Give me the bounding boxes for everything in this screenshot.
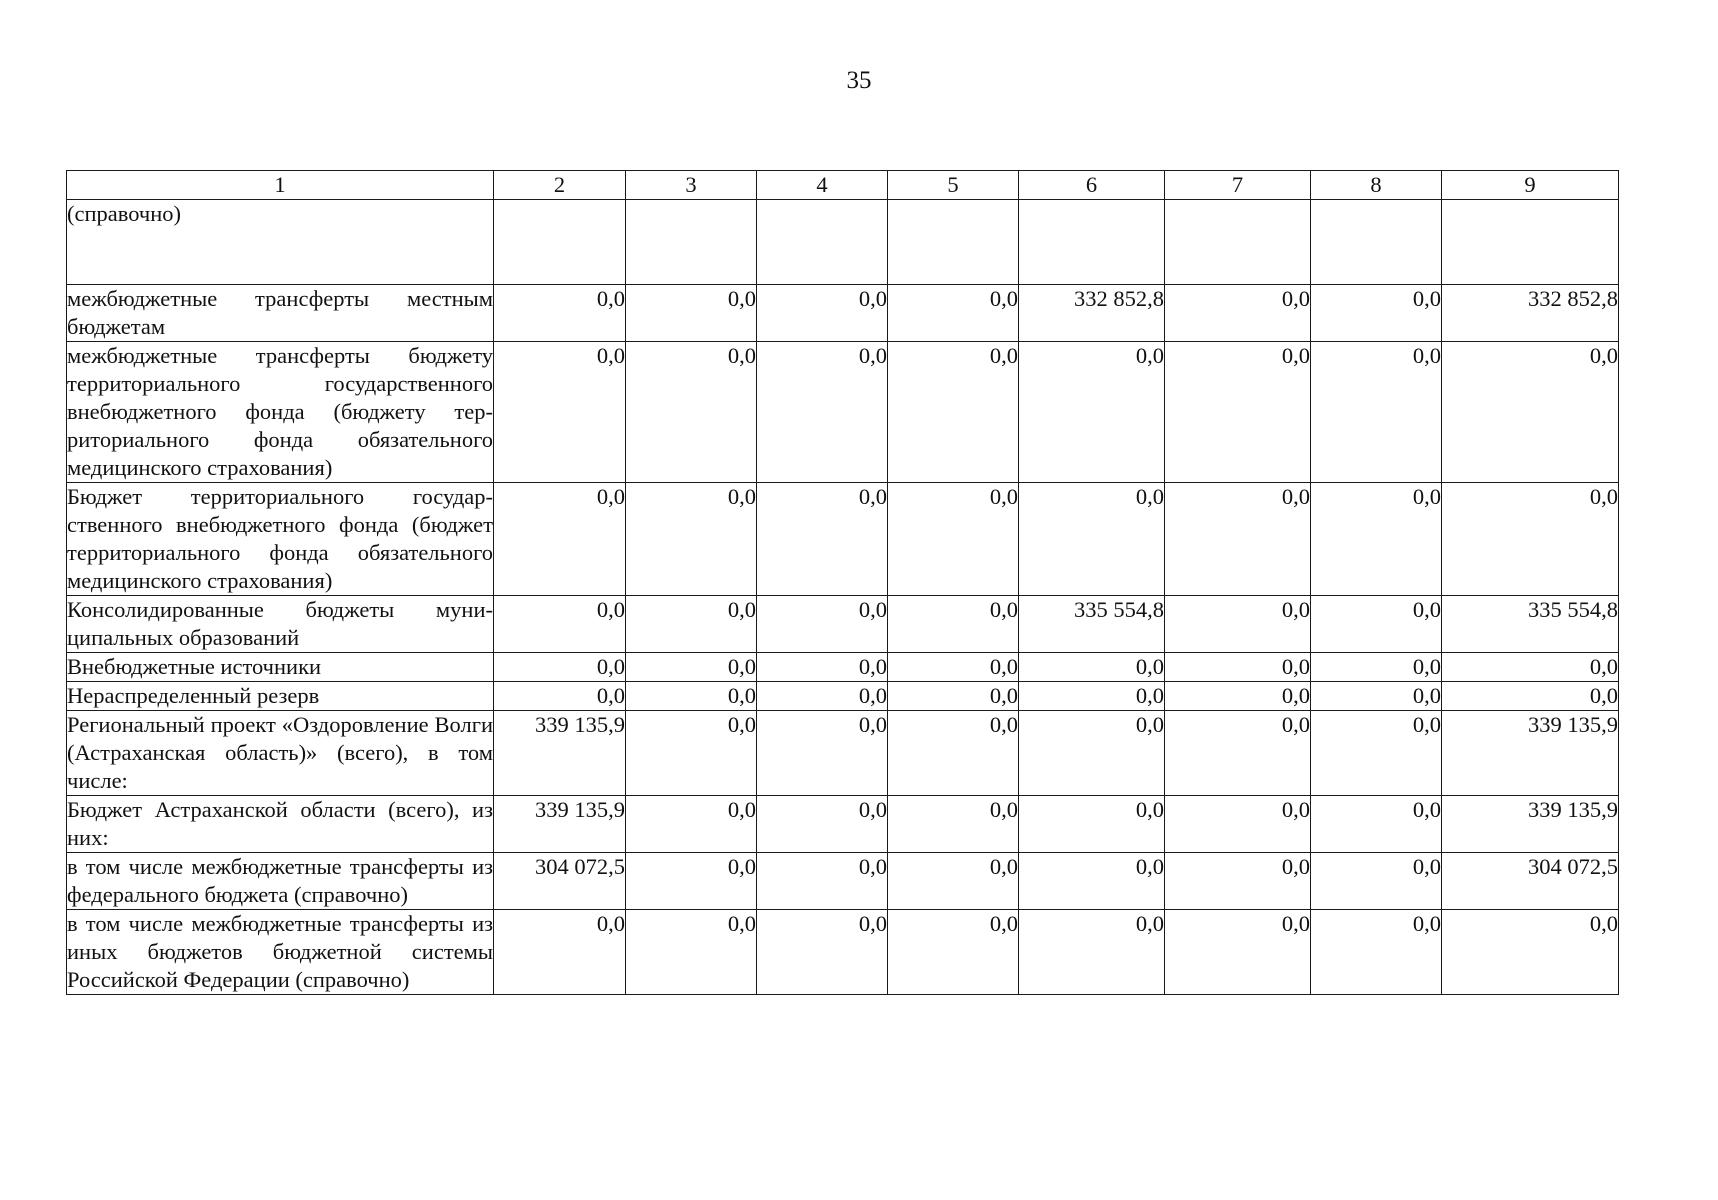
table-cell: 0,0 <box>626 653 757 682</box>
table-cell: 0,0 <box>1311 796 1442 853</box>
table-cell: 332 852,8 <box>1019 285 1165 342</box>
column-header: 4 <box>757 171 888 200</box>
table-cell: 0,0 <box>1311 682 1442 711</box>
table-cell: 0,0 <box>1019 853 1165 910</box>
column-header: 3 <box>626 171 757 200</box>
table-cell <box>494 200 626 285</box>
table-cell <box>757 200 888 285</box>
table-row <box>67 342 1619 483</box>
table-cell: 0,0 <box>1311 285 1442 342</box>
table-cell: 0,0 <box>1311 853 1442 910</box>
table-cell: 0,0 <box>1019 711 1165 796</box>
table-cell: 0,0 <box>626 596 757 653</box>
table-cell: 0,0 <box>888 910 1019 995</box>
column-header: 1 <box>67 171 494 200</box>
table-cell: 0,0 <box>626 682 757 711</box>
table-cell: 0,0 <box>1442 682 1619 711</box>
table-cell: 0,0 <box>1165 483 1311 596</box>
table-cell <box>626 200 757 285</box>
table-cell: 0,0 <box>1165 596 1311 653</box>
row-label: Бюджет Астраханской области (всего), из них: <box>67 796 494 853</box>
row-label: (справочно) <box>67 200 494 285</box>
table-cell: 0,0 <box>888 342 1019 483</box>
table-cell: 0,0 <box>626 796 757 853</box>
table-cell: 0,0 <box>1311 653 1442 682</box>
table-cell: 0,0 <box>494 342 626 483</box>
table-cell: 0,0 <box>494 682 626 711</box>
table-cell: 0,0 <box>626 342 757 483</box>
table-cell <box>1165 200 1311 285</box>
table-row <box>67 653 1619 682</box>
row-label: межбюджетные трансферты местным бюджетам <box>67 285 494 342</box>
table-cell: 0,0 <box>1019 910 1165 995</box>
table-cell: 0,0 <box>494 483 626 596</box>
table-cell: 0,0 <box>1165 285 1311 342</box>
table-cell: 0,0 <box>1442 910 1619 995</box>
table-cell: 0,0 <box>626 711 757 796</box>
table-cell <box>888 200 1019 285</box>
table-cell: 0,0 <box>1019 682 1165 711</box>
table-row <box>67 682 1619 711</box>
row-label: Нераспределенный резерв <box>67 682 494 711</box>
table-cell: 0,0 <box>757 910 888 995</box>
table-cell: 339 135,9 <box>494 711 626 796</box>
row-label: в том числе межбюджетные трансферты из иных бюджетов бюджетной системы Российской Федерации (справочно) <box>67 910 494 995</box>
row-label: межбюджетные трансферты бюджету территориального государственного внебюджетного фонда (бюджету территориального фонда обязательного медицинского страхования) <box>67 342 494 483</box>
table-cell: 0,0 <box>1311 910 1442 995</box>
table-cell: 0,0 <box>888 796 1019 853</box>
table-cell: 0,0 <box>888 711 1019 796</box>
column-header: 5 <box>888 171 1019 200</box>
table-cell: 0,0 <box>1311 342 1442 483</box>
table-cell: 0,0 <box>1442 342 1619 483</box>
budget-table <box>66 170 1619 995</box>
table-cell: 0,0 <box>888 853 1019 910</box>
table-cell <box>1019 200 1165 285</box>
table-row <box>67 596 1619 653</box>
table-cell: 0,0 <box>757 796 888 853</box>
row-label: Региональный проект «Оздоровление Волги (Астраханская область)» (всего), в том числе: <box>67 711 494 796</box>
table-cell: 339 135,9 <box>1442 711 1619 796</box>
row-label: Консолидированные бюджеты муниципальных образований <box>67 596 494 653</box>
table-cell <box>1311 200 1442 285</box>
column-number-row <box>67 171 1619 200</box>
table-row <box>67 483 1619 596</box>
table-cell: 0,0 <box>757 653 888 682</box>
table-cell: 0,0 <box>888 596 1019 653</box>
column-header: 9 <box>1442 171 1619 200</box>
table-cell: 0,0 <box>1165 853 1311 910</box>
table-cell: 0,0 <box>494 653 626 682</box>
table-row <box>67 200 1619 285</box>
row-label: Внебюджетные источники <box>67 653 494 682</box>
column-header: 8 <box>1311 171 1442 200</box>
table-cell: 0,0 <box>757 285 888 342</box>
table-row <box>67 285 1619 342</box>
table-cell: 0,0 <box>757 711 888 796</box>
table-cell: 0,0 <box>494 596 626 653</box>
table-cell: 0,0 <box>1165 910 1311 995</box>
column-header: 7 <box>1165 171 1311 200</box>
row-label: в том числе межбюджетные трансферты из федерального бюджета (справочно) <box>67 853 494 910</box>
row-label: Бюджет территориального государственного внебюджетного фонда (бюджет территориального фонда обязательного медицинского страхования) <box>67 483 494 596</box>
table-cell: 332 852,8 <box>1442 285 1619 342</box>
table-cell: 0,0 <box>494 910 626 995</box>
table-cell: 335 554,8 <box>1019 596 1165 653</box>
table-cell: 0,0 <box>1019 653 1165 682</box>
table-cell: 0,0 <box>757 596 888 653</box>
table-cell: 0,0 <box>626 483 757 596</box>
table-cell: 0,0 <box>757 342 888 483</box>
column-header: 6 <box>1019 171 1165 200</box>
table-cell: 0,0 <box>1019 796 1165 853</box>
table-cell: 0,0 <box>888 483 1019 596</box>
table-row <box>67 910 1619 995</box>
table-cell <box>1442 200 1619 285</box>
table-cell: 0,0 <box>1442 483 1619 596</box>
table-cell: 304 072,5 <box>494 853 626 910</box>
table-cell: 0,0 <box>626 853 757 910</box>
table-cell: 0,0 <box>1165 653 1311 682</box>
table-row <box>67 853 1619 910</box>
table-cell: 0,0 <box>1165 711 1311 796</box>
table-cell: 304 072,5 <box>1442 853 1619 910</box>
table-cell: 0,0 <box>888 682 1019 711</box>
table-cell: 0,0 <box>1311 596 1442 653</box>
table-cell: 0,0 <box>1311 483 1442 596</box>
table-cell: 0,0 <box>1442 653 1619 682</box>
table-cell: 0,0 <box>757 483 888 596</box>
table-cell: 0,0 <box>626 910 757 995</box>
table-cell: 0,0 <box>757 853 888 910</box>
table-cell: 0,0 <box>1311 711 1442 796</box>
table-cell: 0,0 <box>888 285 1019 342</box>
table-cell: 0,0 <box>1165 342 1311 483</box>
table-cell: 0,0 <box>888 653 1019 682</box>
column-header: 2 <box>494 171 626 200</box>
table-cell: 339 135,9 <box>494 796 626 853</box>
table-cell: 0,0 <box>1165 796 1311 853</box>
table-cell: 0,0 <box>494 285 626 342</box>
page-number: 35 <box>846 67 872 94</box>
table-cell: 339 135,9 <box>1442 796 1619 853</box>
table-cell: 0,0 <box>1165 682 1311 711</box>
table-row <box>67 711 1619 796</box>
table-cell: 0,0 <box>757 682 888 711</box>
table-row <box>67 796 1619 853</box>
table-cell: 0,0 <box>626 285 757 342</box>
table-cell: 0,0 <box>1019 342 1165 483</box>
table-cell: 335 554,8 <box>1442 596 1619 653</box>
table-cell: 0,0 <box>1019 483 1165 596</box>
